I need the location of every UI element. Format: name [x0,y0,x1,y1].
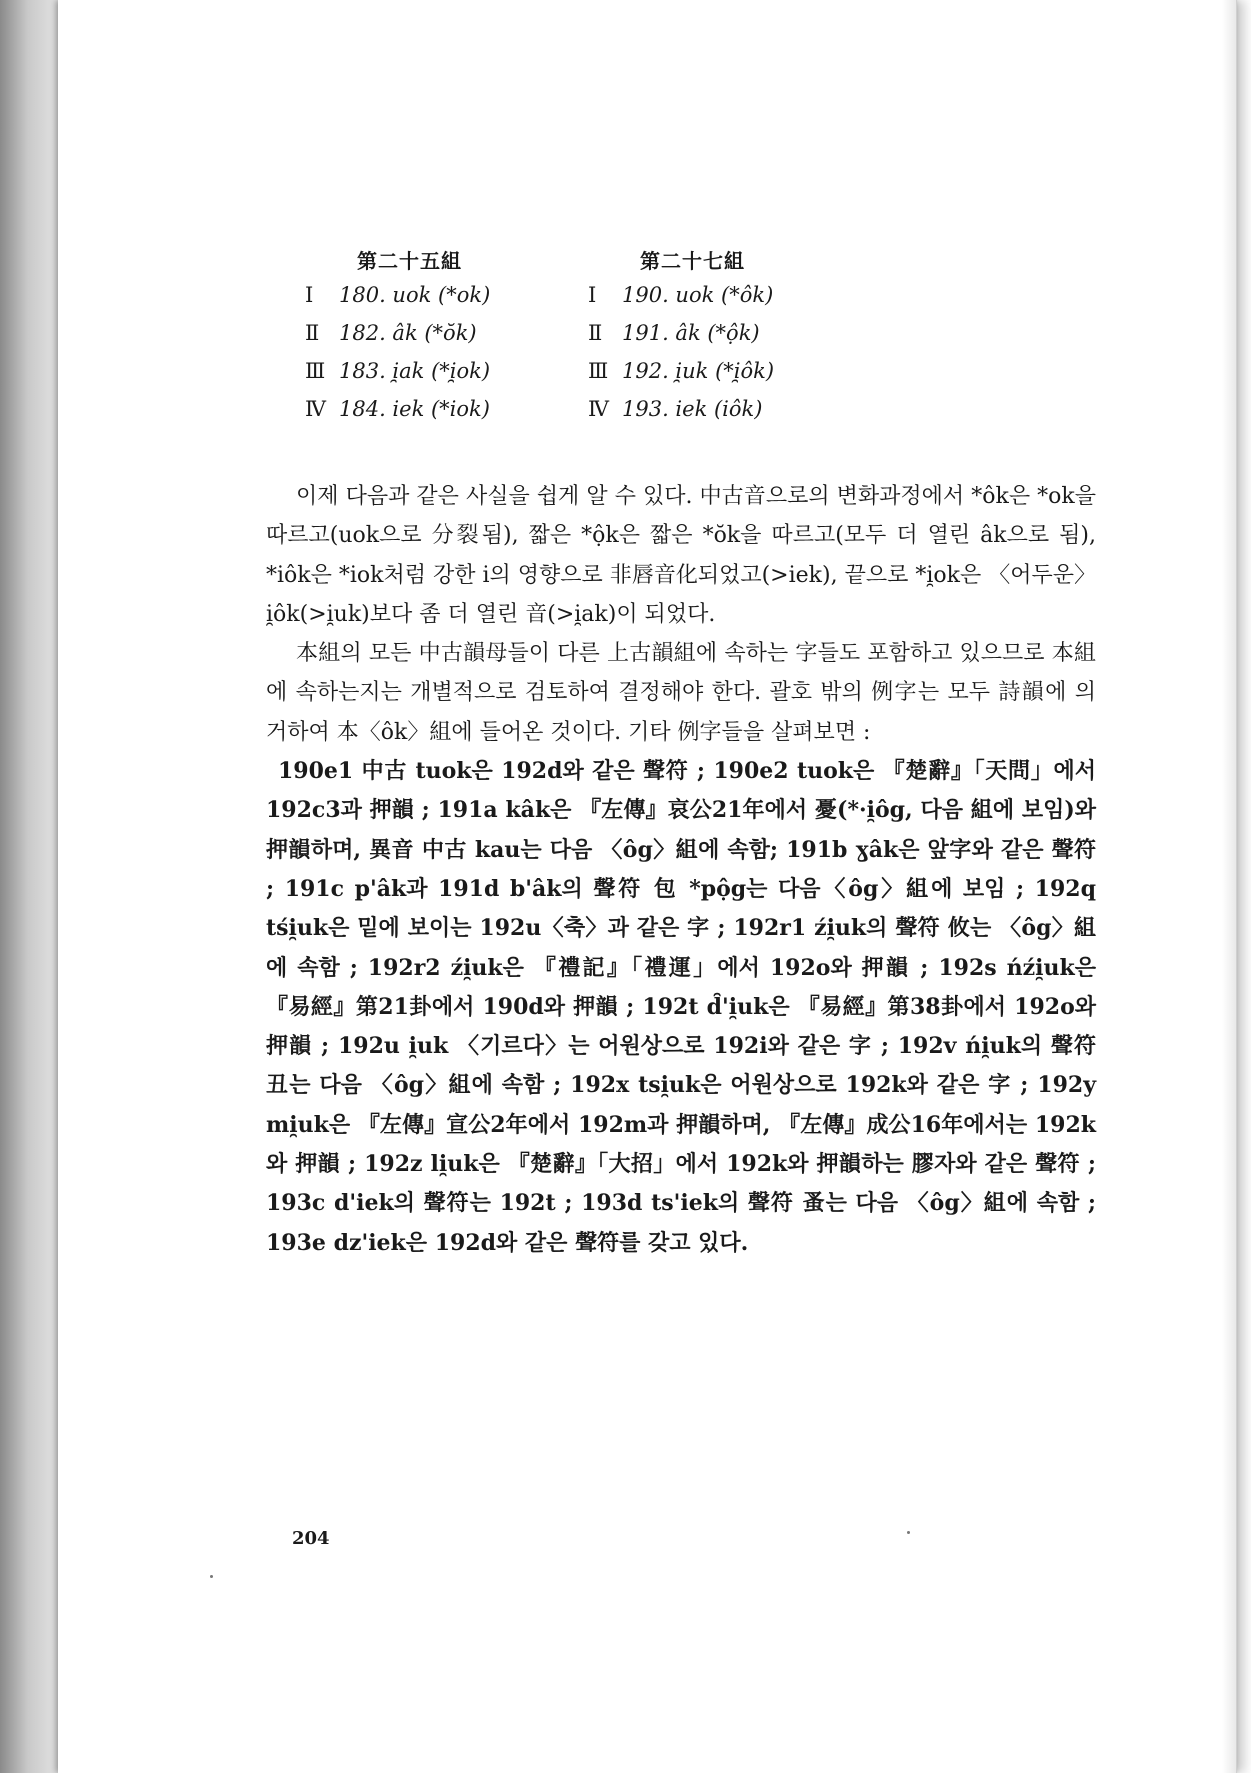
paragraph: 190e1 中古 tuok은 192d와 같은 聲符 ; 190e2 tuok은 『楚辭』「天問」에서 192c3과 押韻 ; 191a kâk은 『左傳』哀公21年에서 憂(*·i̯ôg, 다음 組에 보임)와 押韻하며, 異音 中古 kau는 다음 〈ôg〉組에 속함; 191b ɣâk은 앞字와 같은 聲符 ; 191c p'âk과 191d b'âk의 聲符 包 *pộg는 다음〈ôg〉組에 보임 ; 192q tśi̯uk은 밑에 보이는 192u〈축〉과 같은 字 ; 192r1 źi̯uk의 聲符 攸는 〈ôg〉組에 속함 ; 192r2 źi̯uk은 『禮記』「禮運」에서 192o와 押韻 ; 192s ńźi̯uk은 『易經』第21卦에서 190d와 押韻 ; 192t d̑'i̯uk은 『易經』第38卦에서 192o와 押韻 ; 192u i̯uk 〈기르다〉는 어원상으로 192i와 같은 字 ; 192v ńi̯uk의 聲符 丑는 다음 〈ôg〉組에 속함 ; 192x tsi̯uk은 어원상으로 192k와 같은 字 ; 192y mi̯uk은 『左傳』宣公2年에서 192m과 押韻하며, 『左傳』成公16年에서는 192k와 押韻 ; 192z li̯uk은 『楚辭』「大招」에서 192k와 押韻하는 膠자와 같은 聲符 ; 193c d'iek의 聲符는 192t ; 193d ts'iek의 聲符 蚤는 다음 〈ôg〉組에 속함 ; 193e dz'iek은 192d와 같은 聲符를 갖고 있다. [266,758,1096,1256]
table-row [305,352,490,390]
table-row [588,314,774,352]
book-spine-edge [0,0,62,1773]
speck [210,1575,213,1578]
table-row [305,314,490,352]
speck [907,1531,910,1534]
row-value: 182. âk (*ŏk) [339,321,477,345]
row-numeral: Ⅲ [305,359,326,383]
paragraph: 本組의 모든 中古韻母들이 다른 上古韻組에 속하는 字들도 포함하고 있으므로 本組에 속하는지는 개별적으로 검토하여 결정해야 한다. 괄호 밖의 例字는 모두 詩韻에 의거하여 本〈ôk〉組에 들어온 것이다. 기타 例字들을 살펴보면 : [266,641,1096,745]
group-title: 第二十七組 [640,249,745,273]
row-value: 190. uok (*ôk) [622,283,774,307]
row-value: 191. âk (*ộk) [622,321,760,345]
row-value: 184. iek (*iok) [339,397,490,421]
table-row [588,276,774,314]
row-numeral: Ⅰ [588,283,597,307]
rhyme-group-27 [588,246,774,428]
paragraph: 이제 다음과 같은 사실을 쉽게 알 수 있다. 中古音으로의 변화과정에서 *ôk은 *ok을 따르고(uok으로 分裂됨), 짧은 *ộk은 짧은 *ŏk을 따르고(모두 더 열린 âk으로 됨), *iôk은 *iok처럼 강한 i의 영향으로 非唇音化되었고(>iek), 끝으로 *i̯ok은 〈어두운〉 i̯ôk(>i̯uk)보다 좀 더 열린 音(>i̯ak)이 되었다. [266,484,1096,627]
row-numeral: Ⅱ [305,321,320,345]
row-numeral: Ⅰ [305,283,314,307]
row-numeral: Ⅲ [588,359,609,383]
row-value: 192. i̯uk (*i̯ôk) [622,359,775,383]
table-row [305,276,490,314]
group-title: 第二十五組 [357,249,462,273]
row-numeral: Ⅳ [305,397,326,421]
rhyme-group-25 [305,246,490,428]
body-text [266,477,1096,1263]
table-row [305,390,490,428]
row-numeral: Ⅳ [588,397,609,421]
row-value: 193. iek (iôk) [622,397,763,421]
row-numeral: Ⅱ [588,321,603,345]
row-value: 183. i̯ak (*i̯ok) [339,359,491,383]
row-value: 180. uok (*ok) [339,283,491,307]
page-right-edge [1222,0,1236,1773]
rhyme-group-tables [305,246,905,431]
table-row [588,390,774,428]
table-row [588,352,774,390]
page-number: 204 [292,1528,330,1549]
